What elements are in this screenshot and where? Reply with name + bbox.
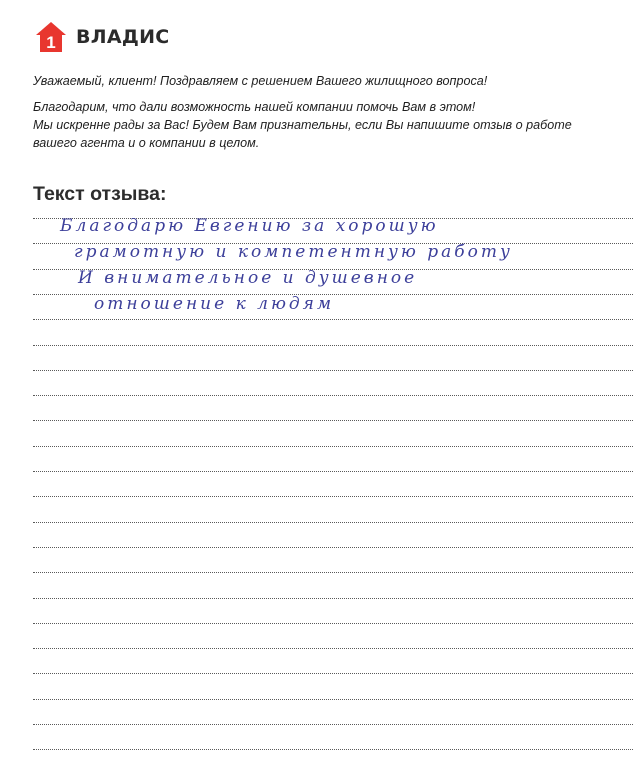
- writing-line: [33, 522, 633, 523]
- writing-line: [33, 420, 633, 421]
- writing-line: [33, 471, 633, 472]
- writing-lines: [33, 0, 633, 768]
- handwritten-line: грамотную и компетентную работу: [74, 242, 513, 262]
- intro-line: вашего агента и о компании в целом.: [33, 136, 260, 150]
- writing-line: [33, 370, 633, 371]
- writing-line: [33, 623, 633, 624]
- writing-line: [33, 699, 633, 700]
- svg-text:1: 1: [46, 33, 56, 52]
- handwritten-line: И внимательное и душевное: [78, 268, 418, 288]
- handwritten-line: Благодарю Евгению за хорошую: [60, 216, 439, 236]
- review-heading: Текст отзыва:: [33, 183, 167, 205]
- writing-line: [33, 395, 633, 396]
- writing-line: [33, 572, 633, 573]
- writing-line: [33, 547, 633, 548]
- intro-line: Благодарим, что дали возможность нашей компании помочь Вам в этом!: [33, 100, 476, 114]
- greeting: Уважаемый, клиент! Поздравляем с решением Вашего жилищного вопроса!: [33, 74, 488, 88]
- handwritten-line: отношение к людям: [94, 294, 335, 314]
- writing-line: [33, 345, 633, 346]
- writing-line: [33, 598, 633, 599]
- writing-line: [33, 648, 633, 649]
- brand-name: ВЛАДИС: [76, 26, 170, 48]
- writing-line: [33, 749, 633, 750]
- intro-line: Мы искренне рады за Вас! Будем Вам признательны, если Вы напишите отзыв о работе: [33, 118, 572, 132]
- writing-line: [33, 446, 633, 447]
- writing-line: [33, 319, 633, 320]
- writing-line: [33, 673, 633, 674]
- writing-line: [33, 496, 633, 497]
- writing-line: [33, 724, 633, 725]
